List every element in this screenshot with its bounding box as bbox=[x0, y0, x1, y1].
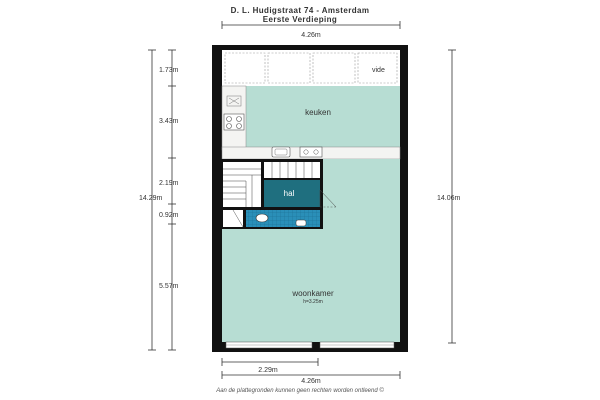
segment-label: 3.43m bbox=[159, 118, 179, 125]
segment-label: 1.73m bbox=[159, 67, 179, 74]
hal-label: hal bbox=[283, 189, 295, 198]
ceiling-height-label: h=3.25m bbox=[303, 299, 323, 305]
left-total-label: 14.29m bbox=[139, 195, 163, 202]
bottom-partial-label: 2.29m bbox=[258, 367, 278, 374]
segment-label: 5.57m bbox=[159, 283, 179, 290]
segment-label: 0.92m bbox=[159, 212, 179, 219]
segment-label: 2.19m bbox=[159, 180, 179, 187]
cooktop-icon bbox=[224, 114, 244, 130]
right-total-dimension bbox=[437, 50, 461, 343]
top-dimension-label: 4.26m bbox=[301, 32, 321, 39]
sink-icon bbox=[272, 147, 290, 157]
top-dimension bbox=[222, 21, 400, 39]
plan-subtitle: Eerste Verdieping bbox=[262, 15, 338, 24]
front-windows bbox=[226, 342, 394, 348]
left-total-dimension bbox=[139, 50, 163, 350]
washbasin-icon bbox=[256, 214, 268, 222]
hob-icon bbox=[300, 147, 322, 157]
toilet-icon bbox=[296, 220, 306, 226]
vide-label: vide bbox=[372, 67, 385, 74]
bottom-total-dimension bbox=[222, 371, 400, 385]
right-total-label: 14.06m bbox=[437, 195, 461, 202]
plan-title: D. L. Hudigstraat 74 - Amsterdam bbox=[230, 6, 370, 15]
stair-landing bbox=[264, 162, 320, 178]
living-room-label: woonkamer bbox=[292, 289, 334, 298]
storage-closet bbox=[223, 210, 243, 227]
living-room-area bbox=[222, 229, 400, 342]
kitchen-label: keuken bbox=[305, 108, 331, 117]
bottom-partial-dimension bbox=[222, 358, 318, 374]
bottom-total-label: 4.26m bbox=[301, 378, 321, 385]
disclaimer-text: Aan de plattegronden kunnen geen rechten worden ontleend © bbox=[216, 388, 384, 394]
